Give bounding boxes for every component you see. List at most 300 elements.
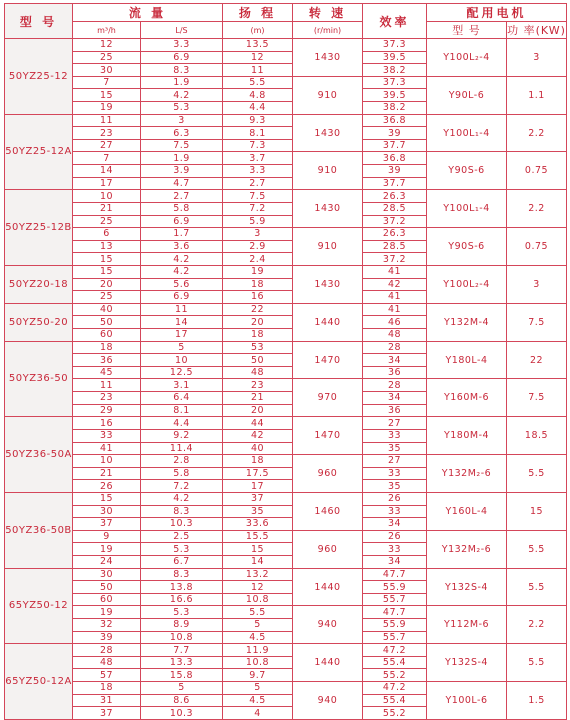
flow-ls-cell: 16.6 [141, 593, 223, 606]
model-cell: 50YZ50-20 [5, 303, 73, 341]
head-cell: 44 [223, 417, 293, 430]
flow-ls-cell: 4.2 [141, 253, 223, 266]
pump-spec-table-container [4, 3, 566, 719]
efficiency-cell: 28 [363, 341, 427, 354]
head-cell: 4 [223, 707, 293, 720]
flow-m3h-cell: 23 [73, 127, 141, 140]
efficiency-cell: 55.2 [363, 669, 427, 682]
flow-ls-cell: 4.4 [141, 417, 223, 430]
efficiency-cell: 37.7 [363, 139, 427, 152]
head-cell: 20 [223, 316, 293, 329]
header-motor-power: 功 率(KW) [507, 22, 567, 39]
flow-ls-cell: 5.3 [141, 543, 223, 556]
efficiency-cell: 36 [363, 366, 427, 379]
motor-power-cell: 5.5 [507, 455, 567, 493]
table-row [5, 114, 567, 127]
speed-cell: 910 [293, 152, 363, 190]
efficiency-cell: 55.4 [363, 656, 427, 669]
flow-m3h-cell: 33 [73, 429, 141, 442]
efficiency-cell: 34 [363, 555, 427, 568]
head-cell: 4.4 [223, 102, 293, 115]
flow-m3h-cell: 15 [73, 265, 141, 278]
motor-power-cell: 3 [507, 265, 567, 303]
motor-power-cell: 2.2 [507, 606, 567, 644]
flow-m3h-cell: 50 [73, 581, 141, 594]
efficiency-cell: 55.7 [363, 593, 427, 606]
flow-ls-cell: 6.9 [141, 291, 223, 304]
head-cell: 3.3 [223, 165, 293, 178]
flow-m3h-cell: 26 [73, 480, 141, 493]
efficiency-cell: 26.3 [363, 190, 427, 203]
head-cell: 18 [223, 455, 293, 468]
head-cell: 4.8 [223, 89, 293, 102]
flow-ls-cell: 2.7 [141, 190, 223, 203]
flow-ls-cell: 5.8 [141, 202, 223, 215]
head-cell: 2.9 [223, 240, 293, 253]
efficiency-cell: 37.7 [363, 177, 427, 190]
table-row [5, 190, 567, 203]
model-cell: 65YZ50-12A [5, 644, 73, 720]
flow-ls-cell: 8.3 [141, 568, 223, 581]
flow-m3h-cell: 36 [73, 354, 141, 367]
head-cell: 3.7 [223, 152, 293, 165]
spec-table-body [5, 39, 567, 720]
flow-ls-cell: 7.5 [141, 139, 223, 152]
motor-power-cell: 5.5 [507, 530, 567, 568]
flow-m3h-cell: 30 [73, 64, 141, 77]
flow-ls-cell: 3.6 [141, 240, 223, 253]
flow-m3h-cell: 12 [73, 39, 141, 52]
speed-cell: 1430 [293, 265, 363, 303]
flow-m3h-cell: 29 [73, 404, 141, 417]
flow-m3h-cell: 13 [73, 240, 141, 253]
model-cell: 50YZ25-12B [5, 190, 73, 266]
flow-ls-cell: 17 [141, 329, 223, 342]
flow-ls-cell: 10.3 [141, 518, 223, 531]
flow-ls-cell: 4.2 [141, 89, 223, 102]
motor-model-cell: Y100L-6 [427, 682, 507, 720]
model-cell: 50YZ36-50B [5, 492, 73, 568]
header-speed: 转 速 [293, 4, 363, 22]
efficiency-cell: 35 [363, 480, 427, 493]
motor-power-cell: 1.1 [507, 76, 567, 114]
efficiency-cell: 36.8 [363, 152, 427, 165]
flow-ls-cell: 13.3 [141, 656, 223, 669]
efficiency-cell: 27 [363, 417, 427, 430]
efficiency-cell: 28.5 [363, 202, 427, 215]
flow-m3h-cell: 37 [73, 707, 141, 720]
table-row [5, 341, 567, 354]
flow-m3h-cell: 60 [73, 329, 141, 342]
speed-cell: 910 [293, 228, 363, 266]
flow-ls-cell: 7.7 [141, 644, 223, 657]
table-row [5, 530, 567, 543]
model-cell: 50YZ25-12 [5, 39, 73, 115]
flow-ls-cell: 2.8 [141, 455, 223, 468]
flow-m3h-cell: 18 [73, 682, 141, 695]
model-cell: 50YZ25-12A [5, 114, 73, 190]
head-cell: 5 [223, 682, 293, 695]
flow-ls-cell: 8.3 [141, 64, 223, 77]
flow-ls-cell: 10 [141, 354, 223, 367]
pump-spec-table [4, 3, 567, 720]
flow-m3h-cell: 21 [73, 467, 141, 480]
motor-model-cell: Y90S-6 [427, 152, 507, 190]
flow-m3h-cell: 16 [73, 417, 141, 430]
speed-cell: 1460 [293, 492, 363, 530]
efficiency-cell: 38.2 [363, 102, 427, 115]
flow-ls-cell: 3.1 [141, 379, 223, 392]
efficiency-cell: 28 [363, 379, 427, 392]
flow-ls-cell: 11 [141, 303, 223, 316]
flow-ls-cell: 1.9 [141, 152, 223, 165]
efficiency-cell: 37.3 [363, 39, 427, 52]
flow-ls-cell: 9.2 [141, 429, 223, 442]
motor-model-cell: Y112M-6 [427, 606, 507, 644]
flow-ls-cell: 13.8 [141, 581, 223, 594]
speed-cell: 1440 [293, 568, 363, 606]
efficiency-cell: 39.5 [363, 89, 427, 102]
head-cell: 4.5 [223, 631, 293, 644]
efficiency-cell: 55.2 [363, 707, 427, 720]
head-cell: 35 [223, 505, 293, 518]
flow-m3h-cell: 25 [73, 51, 141, 64]
table-row [5, 568, 567, 581]
head-cell: 12 [223, 581, 293, 594]
efficiency-cell: 41 [363, 291, 427, 304]
table-row [5, 417, 567, 430]
efficiency-cell: 48 [363, 329, 427, 342]
table-row [5, 455, 567, 468]
head-cell: 16 [223, 291, 293, 304]
motor-model-cell: Y180L-4 [427, 341, 507, 379]
flow-m3h-cell: 14 [73, 165, 141, 178]
efficiency-cell: 47.2 [363, 682, 427, 695]
flow-m3h-cell: 45 [73, 366, 141, 379]
efficiency-cell: 26 [363, 492, 427, 505]
flow-ls-cell: 5.8 [141, 467, 223, 480]
flow-ls-cell: 4.2 [141, 265, 223, 278]
flow-ls-cell: 5.3 [141, 606, 223, 619]
efficiency-cell: 39.5 [363, 51, 427, 64]
efficiency-cell: 26 [363, 530, 427, 543]
head-cell: 3 [223, 228, 293, 241]
flow-ls-cell: 6.9 [141, 51, 223, 64]
speed-cell: 1470 [293, 417, 363, 455]
head-cell: 7.3 [223, 139, 293, 152]
efficiency-cell: 55.7 [363, 631, 427, 644]
flow-ls-cell: 5 [141, 341, 223, 354]
flow-m3h-cell: 19 [73, 606, 141, 619]
flow-ls-cell: 1.9 [141, 76, 223, 89]
speed-cell: 970 [293, 379, 363, 417]
head-cell: 5.5 [223, 606, 293, 619]
head-cell: 4.5 [223, 694, 293, 707]
speed-cell: 1440 [293, 644, 363, 682]
speed-cell: 960 [293, 455, 363, 493]
efficiency-cell: 34 [363, 354, 427, 367]
flow-ls-cell: 8.1 [141, 404, 223, 417]
table-row [5, 644, 567, 657]
flow-m3h-cell: 24 [73, 555, 141, 568]
table-row [5, 682, 567, 695]
efficiency-cell: 47.2 [363, 644, 427, 657]
flow-m3h-cell: 23 [73, 392, 141, 405]
flow-ls-cell: 4.2 [141, 492, 223, 505]
flow-m3h-cell: 50 [73, 316, 141, 329]
flow-ls-cell: 6.9 [141, 215, 223, 228]
header-motor: 配用电机 [427, 4, 567, 22]
head-cell: 15.5 [223, 530, 293, 543]
model-cell: 50YZ36-50A [5, 417, 73, 493]
efficiency-cell: 39 [363, 127, 427, 140]
motor-model-cell: Y180M-4 [427, 417, 507, 455]
motor-model-cell: Y160M-6 [427, 379, 507, 417]
motor-power-cell: 0.75 [507, 152, 567, 190]
motor-model-cell: Y90L-6 [427, 76, 507, 114]
flow-m3h-cell: 11 [73, 114, 141, 127]
head-cell: 20 [223, 404, 293, 417]
header-flow: 流 量 [73, 4, 223, 22]
head-cell: 14 [223, 555, 293, 568]
flow-m3h-cell: 18 [73, 341, 141, 354]
table-row [5, 265, 567, 278]
efficiency-cell: 38.2 [363, 64, 427, 77]
flow-ls-cell: 3 [141, 114, 223, 127]
flow-m3h-cell: 21 [73, 202, 141, 215]
flow-m3h-cell: 15 [73, 89, 141, 102]
motor-model-cell: Y100L₁-4 [427, 190, 507, 228]
flow-m3h-cell: 30 [73, 568, 141, 581]
flow-ls-cell: 2.5 [141, 530, 223, 543]
model-cell: 50YZ20-18 [5, 265, 73, 303]
head-cell: 19 [223, 265, 293, 278]
model-cell: 65YZ50-12 [5, 568, 73, 644]
efficiency-cell: 33 [363, 543, 427, 556]
flow-m3h-cell: 19 [73, 543, 141, 556]
header-flow-unit-ls: L/S [141, 22, 223, 39]
table-row [5, 39, 567, 52]
flow-m3h-cell: 15 [73, 492, 141, 505]
flow-ls-cell: 6.3 [141, 127, 223, 140]
flow-ls-cell: 6.7 [141, 555, 223, 568]
header-model: 型 号 [5, 4, 73, 39]
efficiency-cell: 37.2 [363, 253, 427, 266]
flow-m3h-cell: 17 [73, 177, 141, 190]
efficiency-cell: 37.2 [363, 215, 427, 228]
flow-ls-cell: 14 [141, 316, 223, 329]
motor-power-cell: 7.5 [507, 379, 567, 417]
efficiency-cell: 33 [363, 505, 427, 518]
flow-ls-cell: 15.8 [141, 669, 223, 682]
motor-power-cell: 2.2 [507, 190, 567, 228]
motor-power-cell: 5.5 [507, 644, 567, 682]
flow-ls-cell: 8.3 [141, 505, 223, 518]
flow-m3h-cell: 25 [73, 291, 141, 304]
head-cell: 48 [223, 366, 293, 379]
efficiency-cell: 55.4 [363, 694, 427, 707]
efficiency-cell: 47.7 [363, 568, 427, 581]
motor-model-cell: Y132S-4 [427, 568, 507, 606]
flow-ls-cell: 11.4 [141, 442, 223, 455]
efficiency-cell: 47.7 [363, 606, 427, 619]
flow-m3h-cell: 9 [73, 530, 141, 543]
efficiency-cell: 41 [363, 303, 427, 316]
speed-cell: 1470 [293, 341, 363, 379]
table-row [5, 379, 567, 392]
head-cell: 42 [223, 429, 293, 442]
efficiency-cell: 27 [363, 455, 427, 468]
head-cell: 2.4 [223, 253, 293, 266]
table-row [5, 606, 567, 619]
motor-model-cell: Y90S-6 [427, 228, 507, 266]
efficiency-cell: 34 [363, 518, 427, 531]
motor-power-cell: 1.5 [507, 682, 567, 720]
flow-ls-cell: 5.6 [141, 278, 223, 291]
flow-m3h-cell: 10 [73, 190, 141, 203]
efficiency-cell: 33 [363, 467, 427, 480]
table-row [5, 492, 567, 505]
motor-model-cell: Y160L-4 [427, 492, 507, 530]
motor-model-cell: Y132M₂-6 [427, 530, 507, 568]
speed-cell: 1440 [293, 303, 363, 341]
head-cell: 50 [223, 354, 293, 367]
head-cell: 5.9 [223, 215, 293, 228]
efficiency-cell: 41 [363, 265, 427, 278]
head-cell: 33.6 [223, 518, 293, 531]
efficiency-cell: 34 [363, 392, 427, 405]
motor-model-cell: Y132S-4 [427, 644, 507, 682]
head-cell: 15 [223, 543, 293, 556]
motor-model-cell: Y100L₁-4 [427, 114, 507, 152]
head-cell: 5.5 [223, 76, 293, 89]
motor-model-cell: Y132M-4 [427, 303, 507, 341]
flow-ls-cell: 5 [141, 682, 223, 695]
flow-m3h-cell: 7 [73, 152, 141, 165]
motor-model-cell: Y100L₂-4 [427, 39, 507, 77]
motor-power-cell: 5.5 [507, 568, 567, 606]
flow-m3h-cell: 15 [73, 253, 141, 266]
header-efficiency: 效率 [363, 4, 427, 39]
head-cell: 40 [223, 442, 293, 455]
motor-power-cell: 22 [507, 341, 567, 379]
flow-m3h-cell: 40 [73, 303, 141, 316]
table-row [5, 228, 567, 241]
head-cell: 17.5 [223, 467, 293, 480]
header-head: 扬 程 [223, 4, 293, 22]
efficiency-cell: 39 [363, 165, 427, 178]
head-cell: 22 [223, 303, 293, 316]
head-cell: 53 [223, 341, 293, 354]
efficiency-cell: 37.3 [363, 76, 427, 89]
flow-m3h-cell: 32 [73, 619, 141, 632]
flow-m3h-cell: 7 [73, 76, 141, 89]
table-row [5, 303, 567, 316]
motor-power-cell: 2.2 [507, 114, 567, 152]
head-cell: 11.9 [223, 644, 293, 657]
model-cell: 50YZ36-50 [5, 341, 73, 417]
motor-model-cell: Y132M₂-6 [427, 455, 507, 493]
table-row [5, 152, 567, 165]
speed-cell: 1430 [293, 190, 363, 228]
head-cell: 17 [223, 480, 293, 493]
head-cell: 12 [223, 51, 293, 64]
head-cell: 5 [223, 619, 293, 632]
efficiency-cell: 42 [363, 278, 427, 291]
flow-ls-cell: 1.7 [141, 228, 223, 241]
speed-cell: 910 [293, 76, 363, 114]
flow-m3h-cell: 37 [73, 518, 141, 531]
flow-ls-cell: 4.7 [141, 177, 223, 190]
motor-power-cell: 18.5 [507, 417, 567, 455]
head-cell: 9.7 [223, 669, 293, 682]
efficiency-cell: 55.9 [363, 619, 427, 632]
flow-m3h-cell: 31 [73, 694, 141, 707]
speed-cell: 1430 [293, 114, 363, 152]
head-cell: 13.5 [223, 39, 293, 52]
head-cell: 9.3 [223, 114, 293, 127]
efficiency-cell: 36.8 [363, 114, 427, 127]
flow-ls-cell: 8.9 [141, 619, 223, 632]
speed-cell: 1430 [293, 39, 363, 77]
motor-power-cell: 3 [507, 39, 567, 77]
head-cell: 37 [223, 492, 293, 505]
header-head-unit: (m) [223, 22, 293, 39]
head-cell: 13.2 [223, 568, 293, 581]
flow-ls-cell: 3.3 [141, 39, 223, 52]
efficiency-cell: 46 [363, 316, 427, 329]
efficiency-cell: 33 [363, 429, 427, 442]
speed-cell: 960 [293, 530, 363, 568]
flow-ls-cell: 8.6 [141, 694, 223, 707]
header-speed-unit: (r/min) [293, 22, 363, 39]
flow-m3h-cell: 19 [73, 102, 141, 115]
flow-m3h-cell: 25 [73, 215, 141, 228]
head-cell: 23 [223, 379, 293, 392]
head-cell: 21 [223, 392, 293, 405]
head-cell: 10.8 [223, 656, 293, 669]
speed-cell: 940 [293, 606, 363, 644]
head-cell: 2.7 [223, 177, 293, 190]
flow-ls-cell: 12.5 [141, 366, 223, 379]
efficiency-cell: 26.3 [363, 228, 427, 241]
flow-ls-cell: 5.3 [141, 102, 223, 115]
flow-m3h-cell: 27 [73, 139, 141, 152]
flow-m3h-cell: 57 [73, 669, 141, 682]
head-cell: 8.1 [223, 127, 293, 140]
flow-m3h-cell: 30 [73, 505, 141, 518]
head-cell: 18 [223, 329, 293, 342]
head-cell: 11 [223, 64, 293, 77]
flow-m3h-cell: 20 [73, 278, 141, 291]
header-flow-unit-m3h: m³/h [73, 22, 141, 39]
flow-ls-cell: 7.2 [141, 480, 223, 493]
flow-m3h-cell: 48 [73, 656, 141, 669]
flow-m3h-cell: 39 [73, 631, 141, 644]
flow-m3h-cell: 11 [73, 379, 141, 392]
flow-ls-cell: 10.8 [141, 631, 223, 644]
head-cell: 18 [223, 278, 293, 291]
flow-m3h-cell: 60 [73, 593, 141, 606]
efficiency-cell: 55.9 [363, 581, 427, 594]
flow-m3h-cell: 28 [73, 644, 141, 657]
header-motor-model: 型 号 [427, 22, 507, 39]
flow-ls-cell: 6.4 [141, 392, 223, 405]
speed-cell: 940 [293, 682, 363, 720]
flow-m3h-cell: 10 [73, 455, 141, 468]
motor-model-cell: Y100L₂-4 [427, 265, 507, 303]
motor-power-cell: 0.75 [507, 228, 567, 266]
